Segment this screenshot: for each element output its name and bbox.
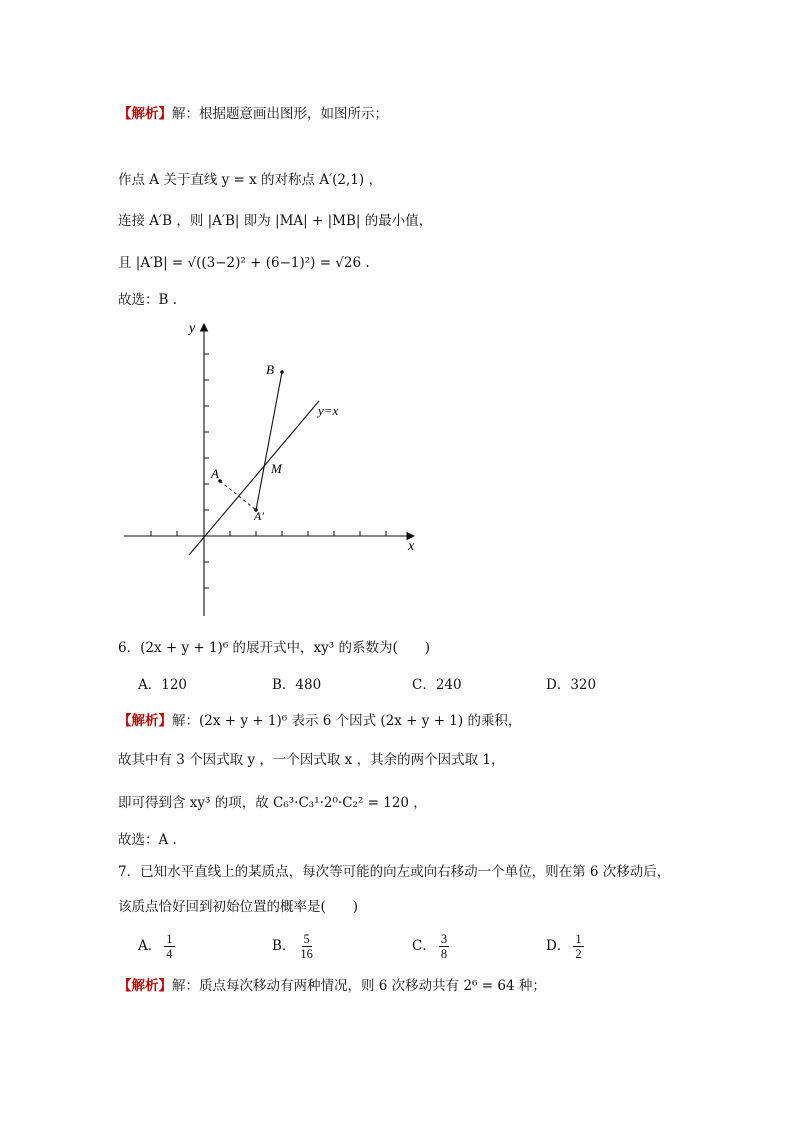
segment-a-prime-b: [256, 372, 282, 510]
line-label: y=x: [318, 403, 339, 418]
p5-answer: 故选：B .: [118, 292, 178, 308]
p5-length: 且 |A′B| = √((3−2)² + (6−1)²) = √26 .: [118, 255, 370, 271]
q7-option-a-letter: A．: [138, 938, 162, 954]
q7-option-b-letter: B．: [272, 938, 296, 954]
q6-option-b: B．480: [272, 677, 322, 693]
q7-option-c-fraction: [439, 932, 449, 961]
p5-intro: 解：根据题意画出图形，如图所示；: [172, 106, 388, 122]
q7-option-a: [138, 932, 175, 961]
q7-stem-line2: 该质点恰好回到初始位置的概率是( ): [118, 899, 359, 915]
point-b-dot: [280, 370, 284, 374]
p5-reflect: 作点 A 关于直线 y = x 的对称点 A′(2,1) ，: [118, 172, 382, 188]
q7-option-a-den: 4: [166, 947, 173, 961]
point-b-label: B: [266, 362, 274, 377]
q6-option-a: A．120: [138, 677, 188, 693]
q7-option-d-fraction: [573, 932, 583, 961]
q7-option-b: [272, 932, 315, 961]
q6-sol1: 解：(2x + y + 1)⁶ 表示 6 个因式 (2x + y + 1) 的乘积，: [172, 713, 522, 729]
coordinate-figure: [118, 318, 428, 618]
q7-option-b-fraction: [298, 932, 315, 961]
point-a-prime-label: A′: [254, 509, 264, 523]
p5-intro-line: [118, 104, 388, 124]
q7-sol1: 解：质点每次移动有两种情况，则 6 次移动共有 2⁶ = 64 种；: [172, 978, 546, 994]
segment-a-a-prime: [220, 481, 256, 510]
y-axis-label: y: [189, 321, 196, 336]
q6-sol2: 故其中有 3 个因式取 y ，一个因式取 x ，其余的两个因式取 1，: [118, 752, 505, 768]
q7-option-d-den: 2: [575, 947, 582, 961]
q7-option-d-letter: D．: [546, 938, 571, 954]
p5-connect: 连接 A′B ，则 |A′B| 即为 |MA| + |MB| 的最小值，: [118, 213, 433, 229]
q7-option-d: [546, 932, 584, 961]
x-ticks: [151, 531, 386, 536]
y-ticks: [204, 354, 209, 588]
q7-option-a-fraction: [164, 932, 174, 961]
q6-option-c: C．240: [412, 677, 462, 693]
analysis-tag: 【解析】: [118, 106, 172, 122]
analysis-tag: 【解析】: [118, 978, 172, 994]
line-y-equals-x: [189, 401, 319, 555]
q7-option-d-num: 1: [575, 932, 582, 946]
q7-option-b-den: 16: [300, 947, 313, 961]
q7-option-c: [412, 932, 449, 961]
q6-answer: 故选：A .: [118, 832, 177, 848]
point-a-label: A: [211, 466, 219, 481]
q7-option-b-num: 5: [303, 932, 310, 946]
q6-sol1-line: [118, 711, 521, 731]
q7-option-c-letter: C．: [412, 938, 436, 954]
q6-option-d: D．320: [546, 677, 597, 693]
analysis-tag: 【解析】: [118, 713, 172, 729]
q7-stem-line1: 7．已知水平直线上的某质点，每次等可能的向左或向右移动一个单位，则在第 6 次移动后，: [118, 864, 671, 880]
point-m-label: M: [271, 461, 282, 476]
q7-option-c-num: 3: [440, 932, 448, 946]
x-axis-label: x: [408, 539, 415, 554]
q7-option-a-num: 1: [166, 932, 173, 946]
q7-option-c-den: 8: [440, 947, 448, 961]
q6-stem: 6．(2x + y + 1)⁶ 的展开式中，xy³ 的系数为( ): [118, 640, 431, 656]
q7-sol1-line: [118, 976, 546, 996]
q6-sol3: 即可得到含 xy³ 的项，故 C₆³·C₃¹·2⁰·C₂² = 120 ，: [118, 795, 427, 811]
